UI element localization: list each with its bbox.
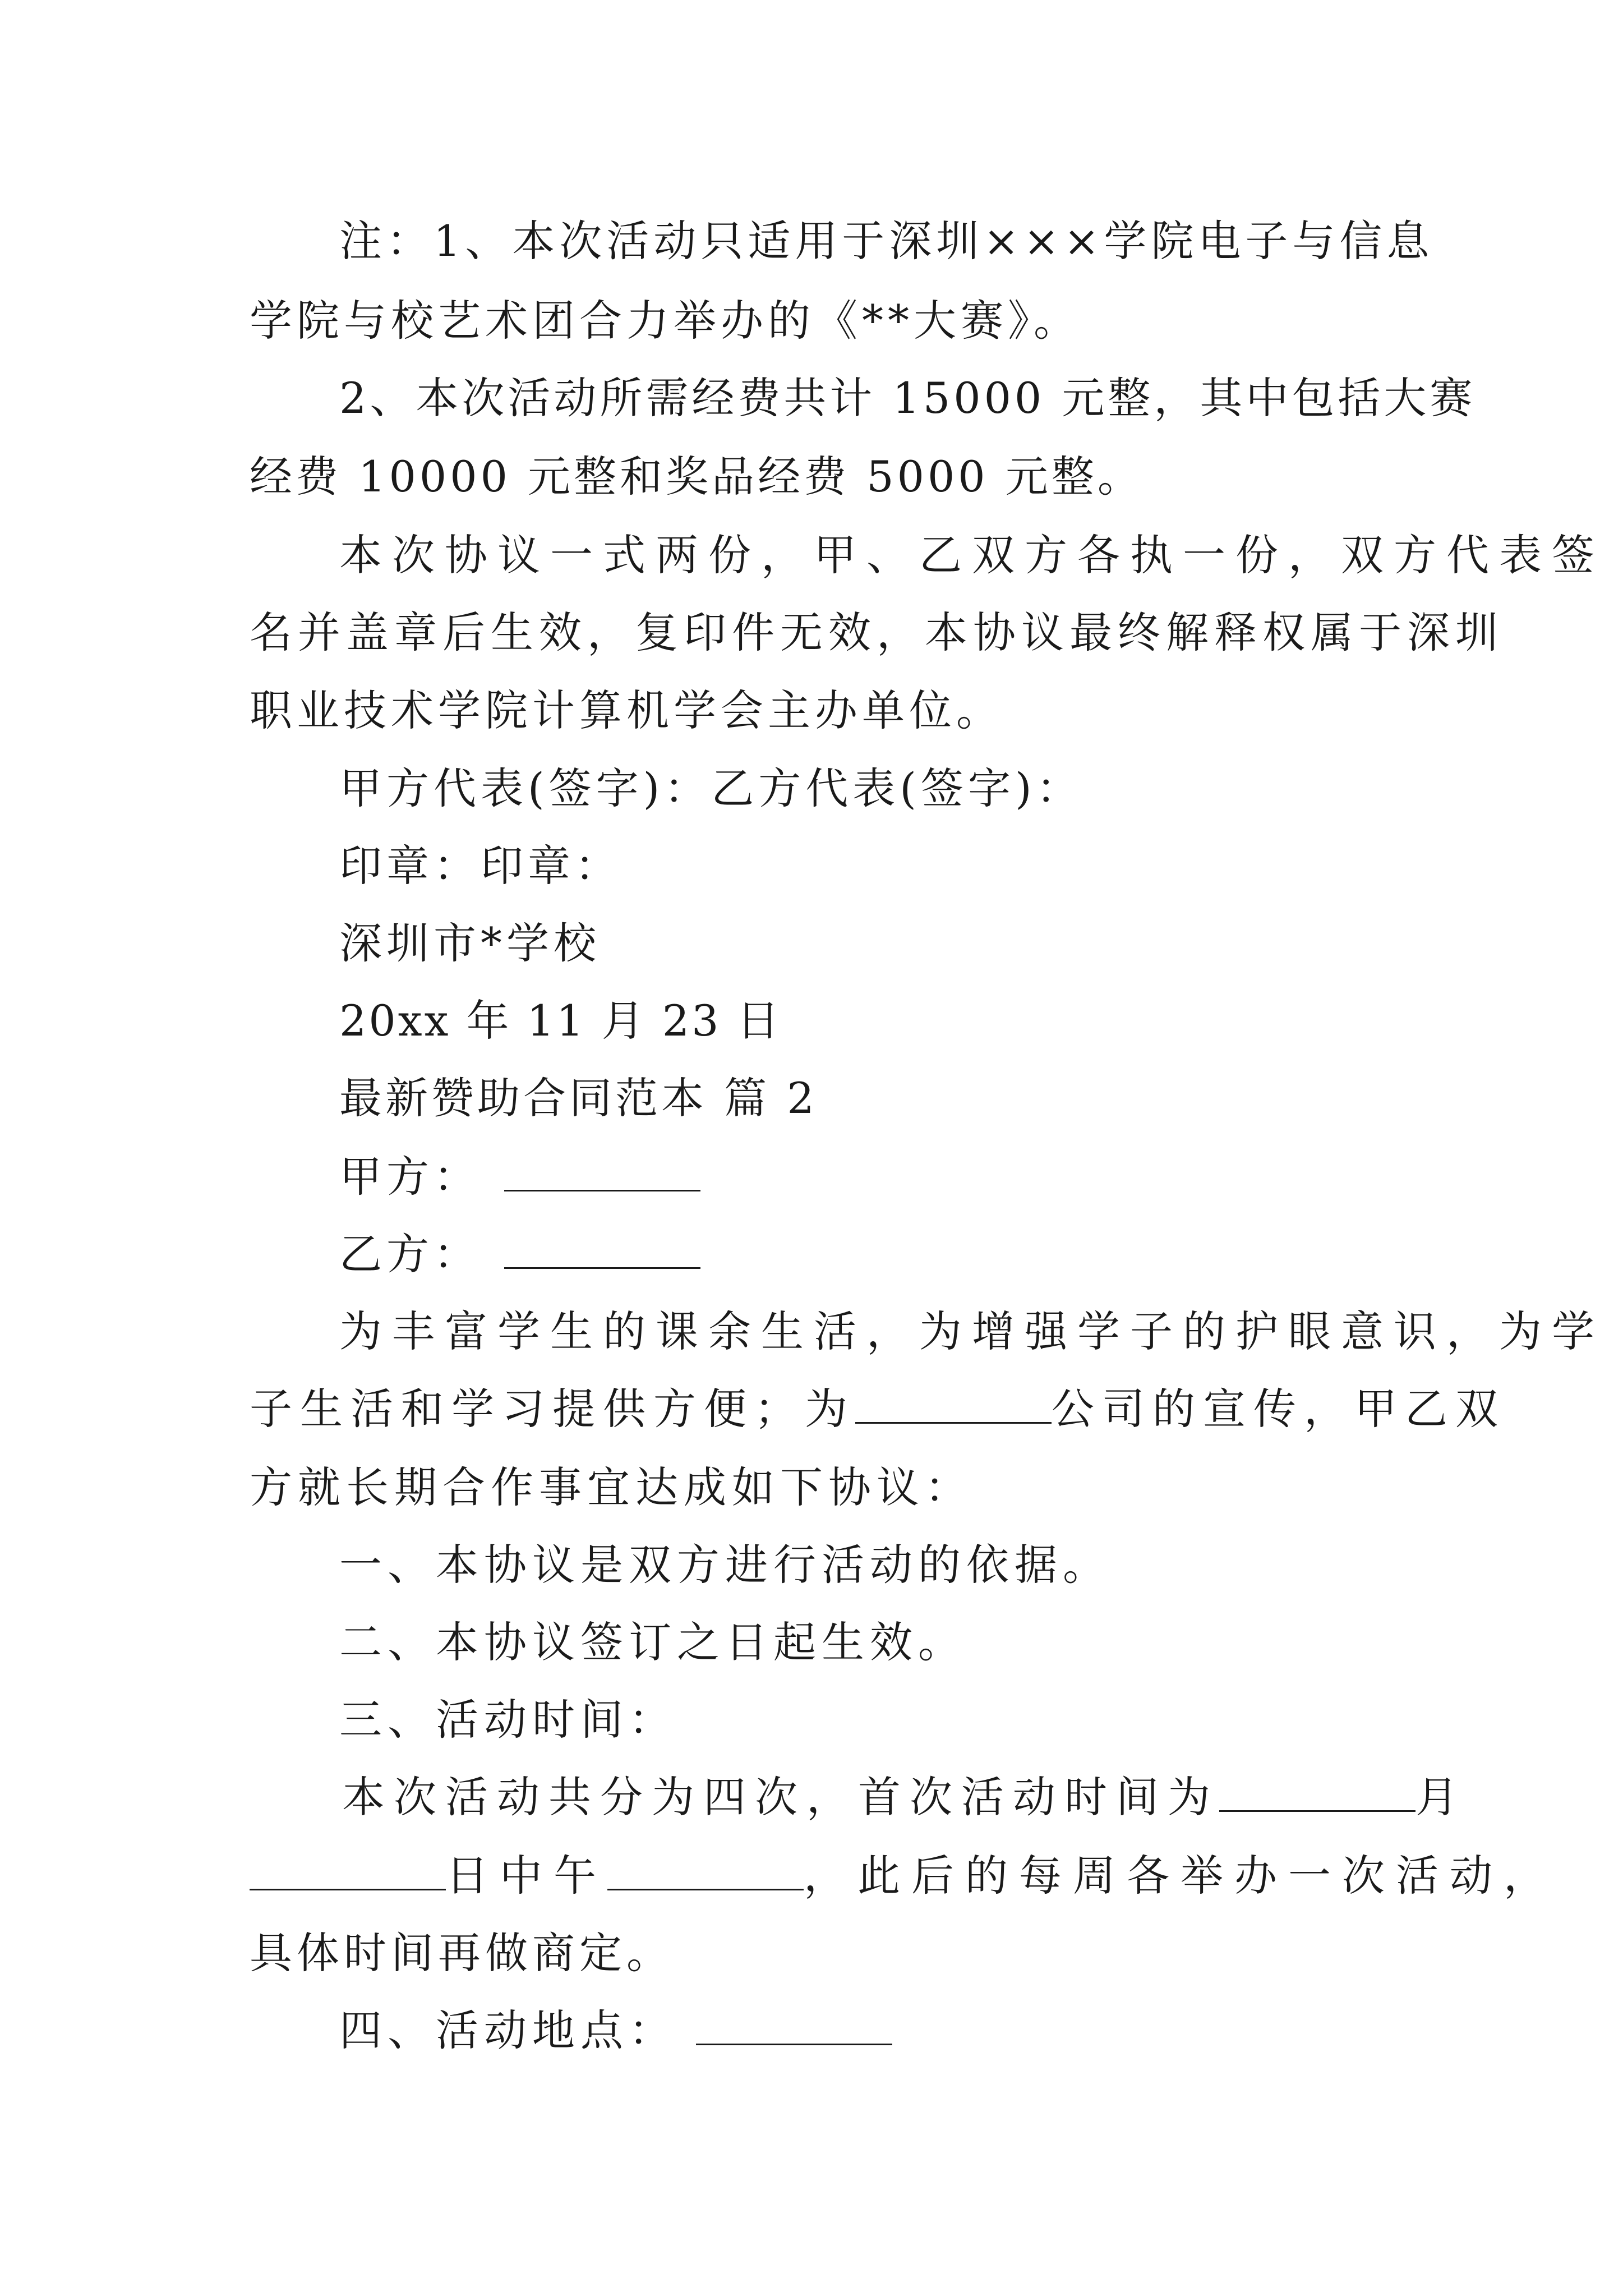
clause-4-line: 四、活动地点： [339,2003,1623,2059]
paragraph-line: 方就长期合作事宜达成如下协议： [250,1462,973,1512]
paragraph-line: 职业技术学院计算机学会主办单位。 [250,685,1003,735]
paragraph-line: 子生活和学习提供方便；为 公司的宣传，甲乙双 [250,1384,1506,1434]
day-blank [250,1849,446,1890]
paragraph-line: 日中午 ，此后的每周各举办一次活动， [250,1848,1623,1904]
company-blank [855,1383,1052,1424]
section-title: 最新赞助合同范本 篇 2 [339,1073,818,1123]
paragraph-line: 具体时间再做商定。 [250,1928,674,1978]
signature-line: 甲方代表(签字)：乙方代表(签字)： [339,763,1083,813]
time-blank [607,1849,804,1890]
date-line: 20xx 年 11 月 23 日 [339,996,782,1046]
party-a-blank [504,1151,700,1191]
paragraph-line: 本次活动共分为四次，首次活动时间为 月 [342,1772,1467,1822]
party-a-line: 甲方： [339,1149,1623,1205]
paragraph-line: 注：1、本次活动只适用于深圳×××学院电子与信息 [339,216,1434,266]
month-blank [1219,1771,1415,1812]
party-b-blank [504,1228,700,1269]
paragraph-line: 本次协议一式两份，甲、乙双方各执一份，双方代表签 [339,530,1604,580]
seal-line: 印章：印章： [339,841,622,891]
organization-name: 深圳市*学校 [339,918,601,968]
paragraph-line: 名并盖章后生效，复印件无效，本协议最终解释权属于深圳 [250,608,1504,657]
paragraph-line: 经费 10000 元整和奖品经费 5000 元整。 [250,452,1144,501]
paragraph-line: 为丰富学生的课余生活，为增强学子的护眼意识，为学 [339,1306,1604,1356]
clause-3-heading: 三、活动时间： [339,1695,677,1745]
party-b-line: 乙方： [339,1226,1623,1282]
clause-1: 一、本协议是双方进行活动的依据。 [339,1540,1111,1590]
paragraph-line: 学院与校艺术团合力举办的《**大赛》。 [250,296,1081,346]
clause-2: 二、本协议签订之日起生效。 [339,1617,966,1667]
paragraph-line: 2、本次活动所需经费共计 15000 元整，其中包括大赛 [339,373,1476,423]
location-blank [696,2004,892,2045]
